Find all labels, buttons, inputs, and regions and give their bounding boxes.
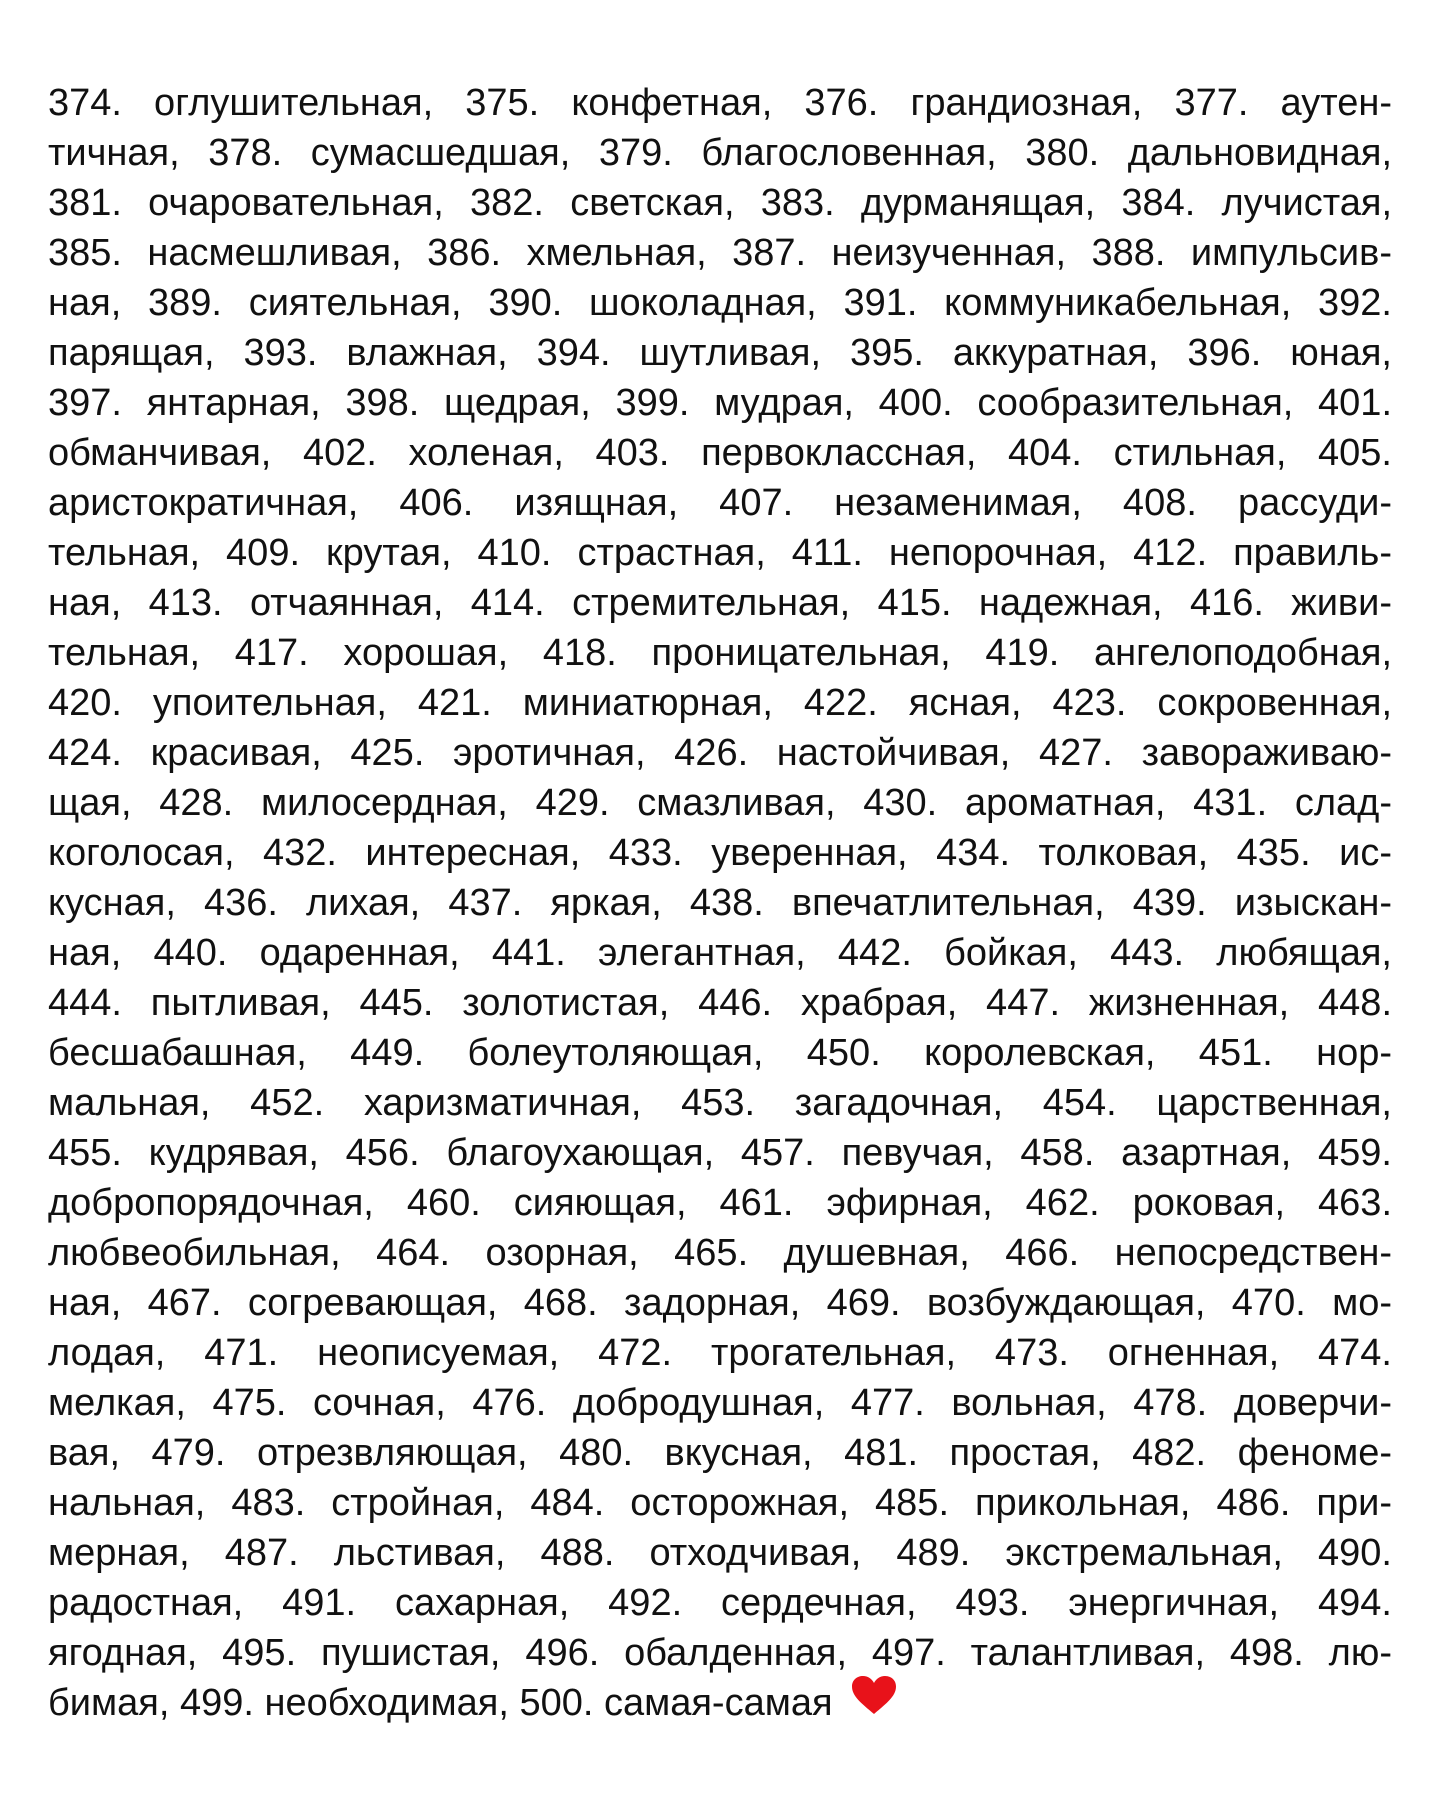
list-line: ная, 467. согревающая, 468. задорная, 469. возбуждающая, 470. мо- (48, 1282, 1392, 1324)
list-line: щая, 428. милосердная, 429. смазливая, 430. ароматная, 431. слад- (48, 782, 1392, 824)
list-line: 455. кудрявая, 456. благоухающая, 457. певучая, 458. азартная, 459. (48, 1132, 1392, 1174)
list-line: бесшабашная, 449. болеутоляющая, 450. королевская, 451. нор- (48, 1032, 1392, 1074)
list-line: кусная, 436. лихая, 437. яркая, 438. впечатлительная, 439. изыскан- (48, 882, 1392, 924)
list-line: радостная, 491. сахарная, 492. сердечная, 493. энергичная, 494. (48, 1582, 1392, 1624)
list-line: 381. очаровательная, 382. светская, 383. дурманящая, 384. лучистая, (48, 182, 1392, 224)
list-line: 385. насмешливая, 386. хмельная, 387. неизученная, 388. импульсив- (48, 232, 1392, 274)
list-line: аристократичная, 406. изящная, 407. незаменимая, 408. рассуди- (48, 482, 1392, 524)
list-line: добропорядочная, 460. сияющая, 461. эфирная, 462. роковая, 463. (48, 1182, 1392, 1224)
list-line: мерная, 487. льстивая, 488. отходчивая, 489. экстремальная, 490. (48, 1532, 1392, 1574)
list-line: ная, 440. одаренная, 441. элегантная, 442. бойкая, 443. любящая, (48, 932, 1392, 974)
heart-icon (851, 1675, 897, 1728)
list-line: мелкая, 475. сочная, 476. добродушная, 477. вольная, 478. доверчи- (48, 1382, 1392, 1424)
list-line: 374. оглушительная, 375. конфетная, 376. грандиозная, 377. аутен- (48, 82, 1392, 124)
list-line: ная, 389. сиятельная, 390. шоколадная, 391. коммуникабельная, 392. (48, 282, 1392, 324)
last-line-text: бимая, 499. необходимая, 500. самая-самая (48, 1682, 833, 1724)
list-line: мальная, 452. харизматичная, 453. загадочная, 454. царственная, (48, 1082, 1392, 1124)
list-line: коголосая, 432. интересная, 433. уверенная, 434. толковая, 435. ис- (48, 832, 1392, 874)
list-line: 424. красивая, 425. эротичная, 426. настойчивая, 427. завораживаю- (48, 732, 1392, 774)
list-line: лодая, 471. неописуемая, 472. трогательная, 473. огненная, 474. (48, 1332, 1392, 1374)
word-list (48, 78, 1392, 1728)
list-line: нальная, 483. стройная, 484. осторожная, 485. прикольная, 486. при- (48, 1482, 1392, 1524)
list-line: 444. пытливая, 445. золотистая, 446. храбрая, 447. жизненная, 448. (48, 982, 1392, 1024)
list-line: 397. янтарная, 398. щедрая, 399. мудрая, 400. сообразительная, 401. (48, 382, 1392, 424)
list-line: обманчивая, 402. холеная, 403. первоклассная, 404. стильная, 405. (48, 432, 1392, 474)
list-line: вая, 479. отрезвляющая, 480. вкусная, 481. простая, 482. феноме- (48, 1432, 1392, 1474)
list-line: 420. упоительная, 421. миниатюрная, 422. ясная, 423. сокровенная, (48, 682, 1392, 724)
list-line: тичная, 378. сумасшедшая, 379. благословенная, 380. дальновидная, (48, 132, 1392, 174)
list-line: парящая, 393. влажная, 394. шутливая, 395. аккуратная, 396. юная, (48, 332, 1392, 374)
list-line: ягодная, 495. пушистая, 496. обалденная, 497. талантливая, 498. лю- (48, 1632, 1392, 1674)
list-line: ная, 413. отчаянная, 414. стремительная, 415. надежная, 416. живи- (48, 582, 1392, 624)
list-line: тельная, 409. крутая, 410. страстная, 411. непорочная, 412. правиль- (48, 532, 1392, 574)
list-line-last (48, 1678, 1392, 1728)
list-line: любвеобильная, 464. озорная, 465. душевная, 466. непосредствен- (48, 1232, 1392, 1274)
list-line: тельная, 417. хорошая, 418. проницательная, 419. ангелоподобная, (48, 632, 1392, 674)
